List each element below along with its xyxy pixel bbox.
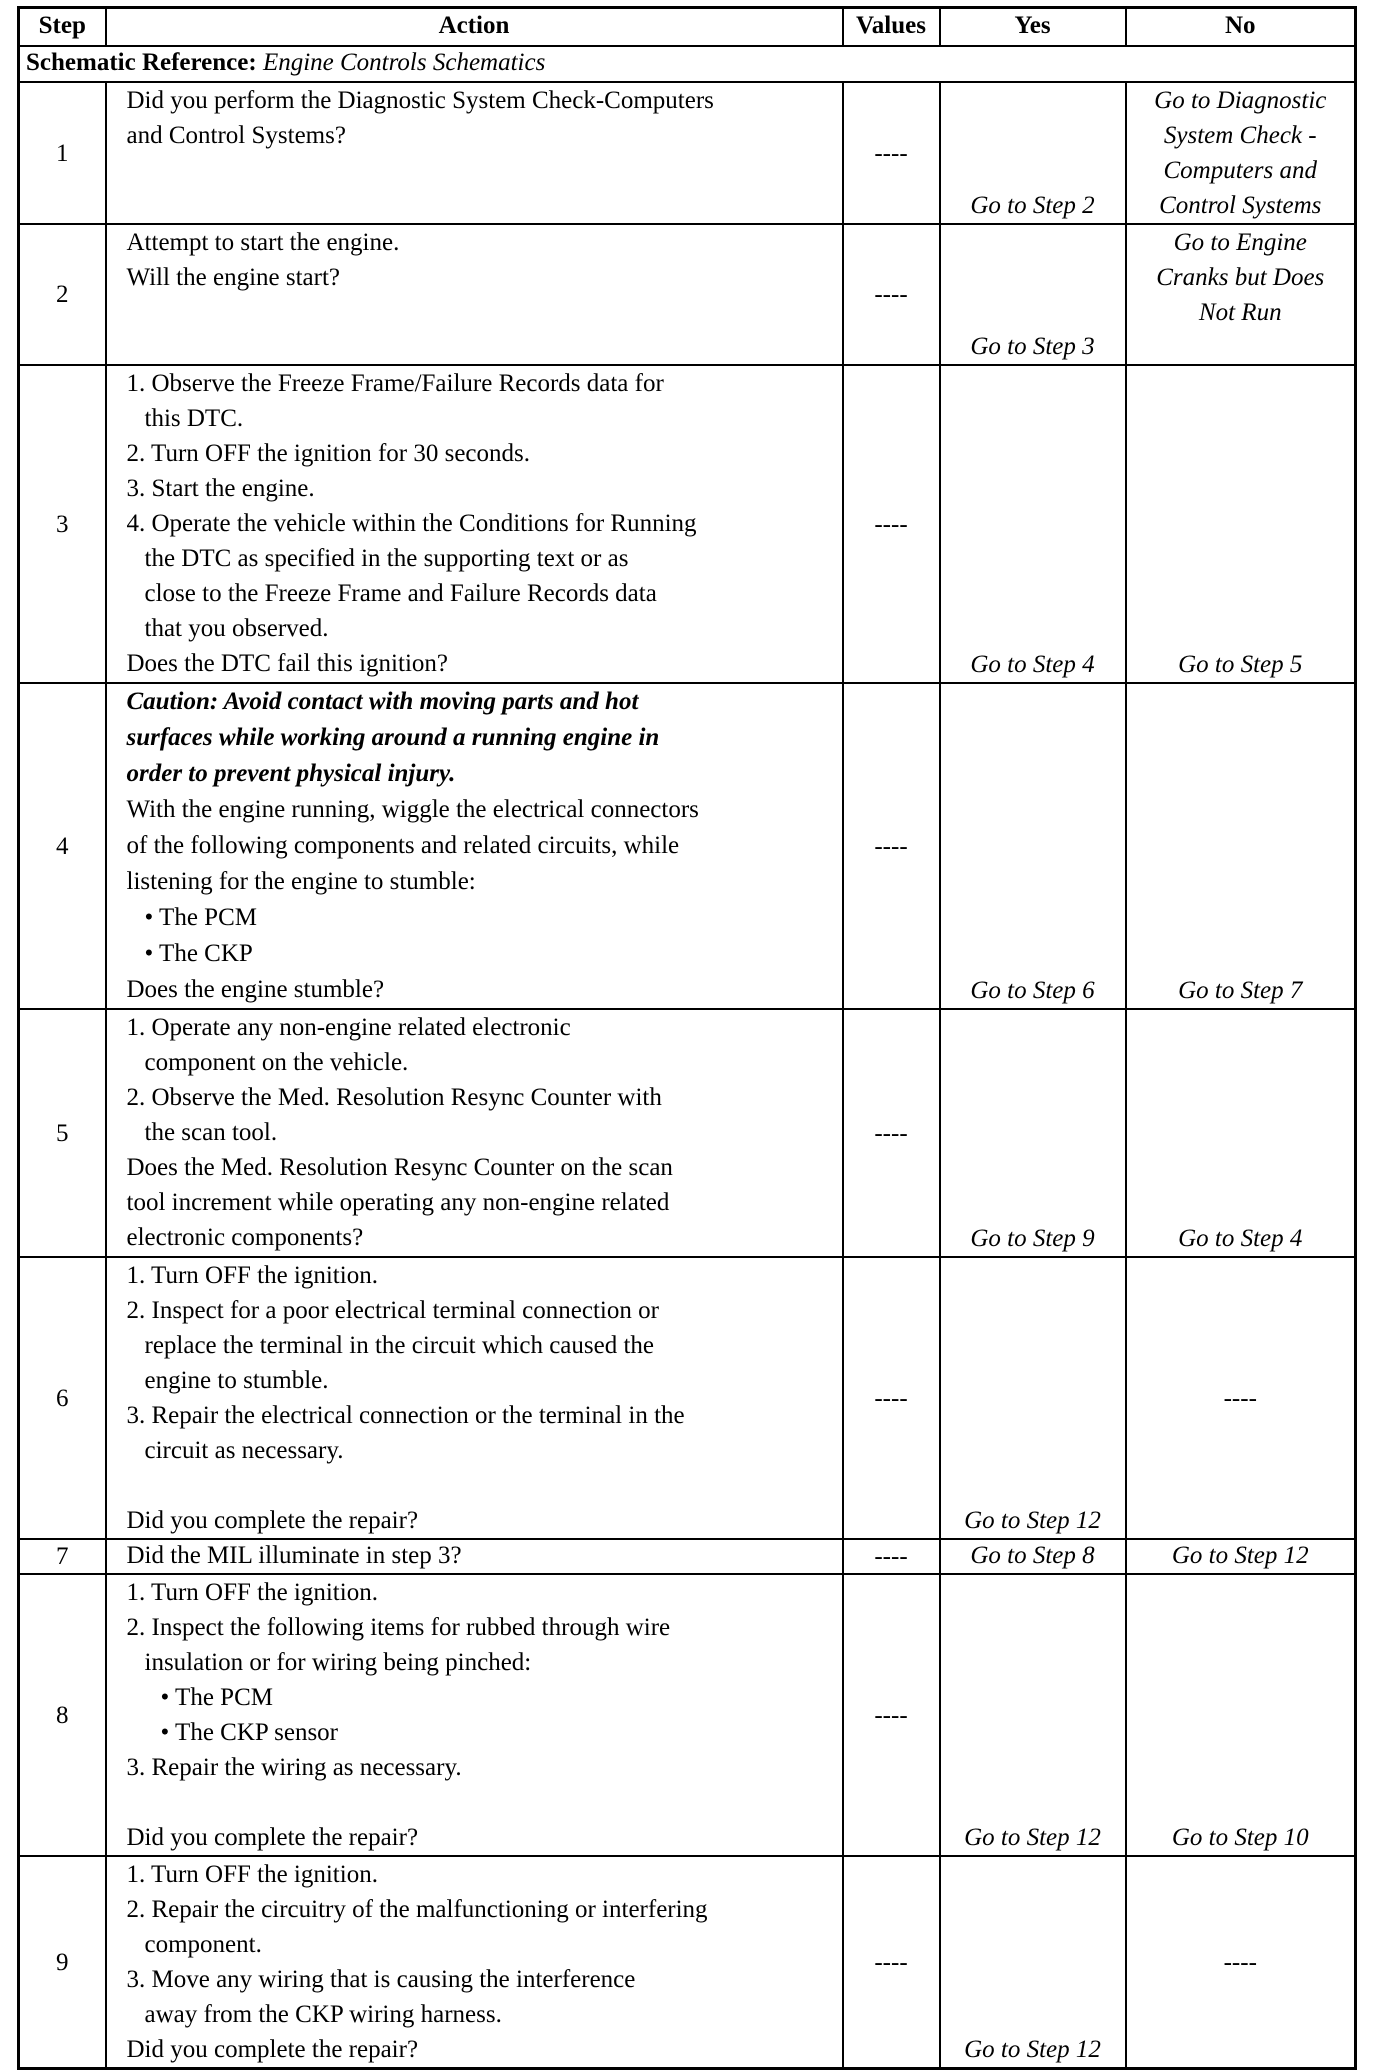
table-row [19, 224, 1356, 365]
action-line: Did you perform the Diagnostic System Check-Computers [126, 87, 714, 114]
step-question: Did you complete the repair? [126, 1507, 419, 1534]
step-values: ---- [843, 1574, 940, 1856]
schematic-reference-link[interactable]: Engine Controls Schematics [262, 49, 546, 76]
step-number: 4 [19, 683, 106, 1009]
schematic-reference-label: Schematic Reference: [26, 49, 257, 76]
step-no: ---- [1126, 1856, 1356, 2069]
numbered-item-cont: engine to stumble. [144, 1367, 329, 1394]
goto-link-line: Not Run [1198, 299, 1282, 326]
numbered-item: 2. Inspect the following items for rubbed through wire [126, 1614, 671, 1641]
action-line: of the following components and related circuits, while [126, 832, 680, 859]
numbered-item: 1. Turn OFF the ignition. [126, 1262, 378, 1289]
numbered-item: 2. Turn OFF the ignition for 30 seconds. [126, 440, 531, 467]
goto-link-line: Computers and [1163, 157, 1317, 184]
step-question: Does the engine stumble? [126, 976, 385, 1003]
step-yes [940, 82, 1126, 224]
step-no[interactable] [1126, 82, 1356, 224]
numbered-item-cont: replace the terminal in the circuit which caused the [144, 1332, 654, 1359]
bullet-item: • The CKP [144, 940, 253, 967]
numbered-item: 2. Repair the circuitry of the malfunctioning or interfering [126, 1896, 708, 1923]
step-action [106, 1257, 843, 1539]
action-line: With the engine running, wiggle the electrical connectors [126, 796, 699, 823]
step-no[interactable]: Go to Step 12 [1126, 1539, 1356, 1574]
action-line: Attempt to start the engine. [126, 229, 400, 256]
step-values: ---- [843, 365, 940, 683]
goto-step-link[interactable]: Go to Step 5 [1178, 651, 1303, 678]
numbered-item: 2. Observe the Med. Resolution Resync Counter with [126, 1084, 662, 1111]
action-line: Does the Med. Resolution Resync Counter on the scan [126, 1154, 673, 1181]
table-row [19, 1539, 1356, 1574]
step-number: 1 [19, 82, 106, 224]
header-values: Values [843, 8, 940, 47]
step-number: 7 [19, 1539, 106, 1574]
step-question: Did you complete the repair? [126, 2036, 419, 2063]
step-values: ---- [843, 1009, 940, 1257]
step-number: 5 [19, 1009, 106, 1257]
table-row [19, 1856, 1356, 2069]
numbered-item-cont: close to the Freeze Frame and Failure Records data [144, 580, 657, 607]
step-action [106, 1574, 843, 1856]
step-action [106, 224, 843, 365]
table-header-row [19, 8, 1356, 47]
step-action [106, 82, 843, 224]
action-line: listening for the engine to stumble: [126, 868, 476, 895]
step-question: Did you complete the repair? [126, 1824, 419, 1851]
numbered-item-cont: away from the CKP wiring harness. [144, 2001, 502, 2028]
table-row [19, 1574, 1356, 1856]
goto-link-line: Go to Diagnostic [1154, 87, 1327, 114]
caution-line: order to prevent physical injury. [126, 760, 456, 787]
goto-step-link[interactable]: Go to Step 10 [1171, 1824, 1309, 1851]
bullet-item: • The PCM [144, 904, 257, 931]
step-values: ---- [843, 224, 940, 365]
header-step: Step [19, 8, 106, 47]
blank-line [113, 1468, 836, 1503]
step-yes [940, 1574, 1126, 1856]
step-yes [940, 1856, 1126, 2069]
step-number: 6 [19, 1257, 106, 1539]
step-number: 9 [19, 1856, 106, 2069]
caution-line: Caution: Avoid contact with moving parts and hot [126, 688, 639, 715]
goto-step-link[interactable]: Go to Step 9 [970, 1225, 1095, 1252]
numbered-item: 3. Repair the wiring as necessary. [126, 1754, 462, 1781]
schematic-reference-row [19, 46, 1356, 82]
step-no [1126, 365, 1356, 683]
numbered-item-cont: component on the vehicle. [144, 1049, 409, 1076]
step-yes [940, 1009, 1126, 1257]
numbered-item: 1. Turn OFF the ignition. [126, 1861, 378, 1888]
diagnostic-table [17, 6, 1357, 2070]
step-no [1126, 1574, 1356, 1856]
action-line: electronic components? [126, 1224, 364, 1251]
numbered-item: 3. Repair the electrical connection or the terminal in the [126, 1402, 685, 1429]
step-question: Does the DTC fail this ignition? [126, 650, 448, 677]
numbered-item: 1. Turn OFF the ignition. [126, 1579, 378, 1606]
step-values: ---- [843, 82, 940, 224]
goto-step-link[interactable]: Go to Step 3 [970, 333, 1095, 360]
step-yes [940, 224, 1126, 365]
step-yes [940, 1257, 1126, 1539]
step-number: 3 [19, 365, 106, 683]
step-yes [940, 365, 1126, 683]
diagnostic-table-sheet [17, 6, 1354, 2063]
numbered-item-cont: the DTC as specified in the supporting text or as [144, 545, 629, 572]
goto-step-link[interactable]: Go to Step 4 [1178, 1225, 1303, 1252]
blank-line [113, 1785, 836, 1820]
step-yes[interactable]: Go to Step 8 [940, 1539, 1126, 1574]
action-line: Will the engine start? [126, 264, 341, 291]
action-line: Did the MIL illuminate in step 3? [126, 1542, 462, 1569]
step-no [1126, 1009, 1356, 1257]
numbered-item-cont: the scan tool. [144, 1119, 278, 1146]
step-no[interactable] [1126, 224, 1356, 365]
goto-link-line: Go to Engine [1173, 229, 1307, 256]
table-row [19, 1009, 1356, 1257]
goto-step-link[interactable]: Go to Step 12 [964, 1507, 1101, 1534]
goto-step-link[interactable]: Go to Step 4 [970, 651, 1095, 678]
step-action [106, 1539, 843, 1574]
table-row [19, 683, 1356, 1009]
step-no [1126, 683, 1356, 1009]
goto-link-line: System Check - [1163, 122, 1317, 149]
table-row [19, 1257, 1356, 1539]
step-action [106, 683, 843, 1009]
step-yes [940, 683, 1126, 1009]
step-action [106, 1856, 843, 2069]
goto-step-link[interactable]: Go to Step 7 [1178, 977, 1303, 1004]
action-line: tool increment while operating any non-engine related [126, 1189, 670, 1216]
numbered-item: 3. Start the engine. [126, 475, 315, 502]
step-action [106, 1009, 843, 1257]
numbered-item: 2. Inspect for a poor electrical terminal connection or [126, 1297, 659, 1324]
numbered-item-cont: component. [144, 1931, 262, 1958]
bullet-item: • The CKP sensor [160, 1719, 339, 1746]
goto-link-line: Cranks but Does [1156, 264, 1325, 291]
goto-step-link[interactable]: Go to Step 12 [964, 1824, 1101, 1851]
step-number: 8 [19, 1574, 106, 1856]
step-number: 2 [19, 224, 106, 365]
numbered-item-cont: that you observed. [144, 615, 329, 642]
table-row [19, 82, 1356, 224]
numbered-item: 1. Operate any non-engine related electronic [126, 1014, 571, 1041]
header-no: No [1126, 8, 1356, 47]
bullet-item: • The PCM [160, 1684, 273, 1711]
numbered-item: 4. Operate the vehicle within the Conditions for Running [126, 510, 697, 537]
numbered-item-cont: this DTC. [144, 405, 244, 432]
step-values: ---- [843, 1856, 940, 2069]
goto-step-link[interactable]: Go to Step 12 [964, 2036, 1101, 2063]
header-yes: Yes [940, 8, 1126, 47]
schematic-reference [19, 46, 1356, 82]
numbered-item-cont: insulation or for wiring being pinched: [144, 1649, 532, 1676]
numbered-item: 1. Observe the Freeze Frame/Failure Records data for [126, 370, 664, 397]
goto-link-line: Control Systems [1159, 192, 1322, 219]
goto-step-link[interactable]: Go to Step 6 [970, 977, 1095, 1004]
numbered-item: 3. Move any wiring that is causing the interference [126, 1966, 636, 1993]
goto-step-link[interactable]: Go to Step 2 [970, 192, 1095, 219]
step-no: ---- [1126, 1257, 1356, 1539]
step-action [106, 365, 843, 683]
caution-line: surfaces while working around a running engine in [126, 724, 660, 751]
step-values: ---- [843, 1539, 940, 1574]
action-line: and Control Systems? [126, 122, 346, 149]
step-values: ---- [843, 683, 940, 1009]
numbered-item-cont: circuit as necessary. [144, 1437, 344, 1464]
header-action: Action [106, 8, 843, 47]
table-row [19, 365, 1356, 683]
step-values: ---- [843, 1257, 940, 1539]
